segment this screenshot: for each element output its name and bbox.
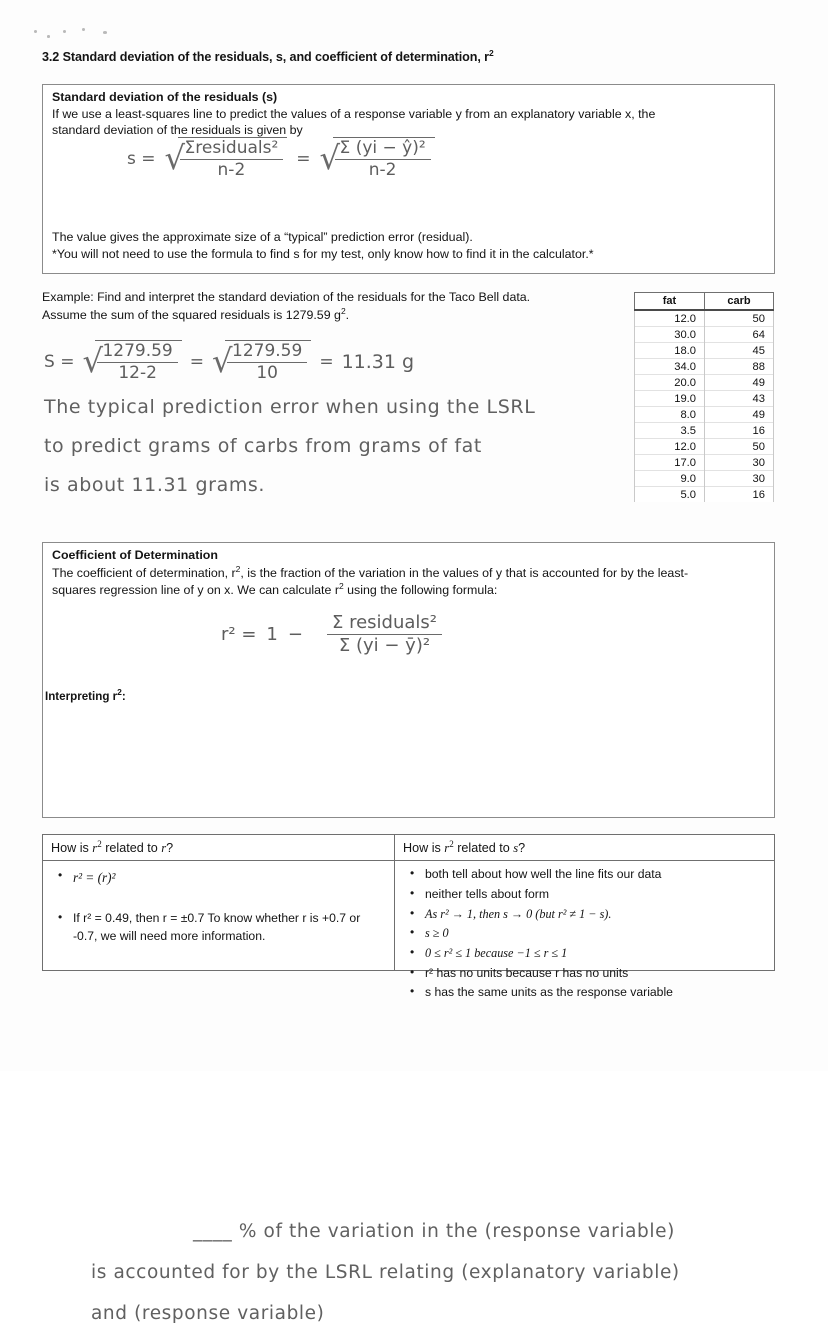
right-header-text-a: How is (403, 841, 445, 856)
table-row (635, 455, 774, 471)
work-equals-2: = (319, 351, 334, 372)
s-formula-radical-1 (165, 137, 288, 180)
coefficient-box-line1 (52, 564, 765, 582)
s-formula-denominator-2: n-2 (368, 160, 397, 181)
table-row (635, 487, 774, 503)
s-formula-numerator-1: Σresiduals² (180, 139, 284, 160)
right-header-question: ? (518, 841, 526, 856)
example-line-2-text: Assume the sum of the squared residuals is 1279.59 g (42, 307, 341, 322)
left-header-text-a: How is (51, 841, 93, 856)
list-item (425, 925, 766, 943)
left-header-text-b: related to (101, 841, 162, 856)
work-radical-1 (82, 340, 181, 383)
table-row (635, 407, 774, 423)
comparison-left-bullets (51, 868, 386, 945)
comparison-table (42, 834, 775, 1000)
right-bullet-6-text: r² has no units because r has no units (425, 965, 629, 980)
radical-sign-icon: √ (212, 341, 233, 380)
handwritten-interpretation-line-2: to predict grams of carbs from grams of fat (44, 435, 482, 457)
scan-speck (34, 30, 37, 33)
table-row (635, 375, 774, 391)
page-title-text: 3.2 Standard deviation of the residuals, s, and coefficient of determination, r (42, 50, 489, 65)
table-row (635, 359, 774, 375)
r2-formula-minus: − (287, 624, 303, 646)
standard-deviation-box-heading: Standard deviation of the residuals (s) (52, 90, 278, 104)
handwritten-interpretation-line-3: is about 11.31 grams. (44, 474, 266, 496)
handwritten-interpretation-line-1: The typical prediction error when using the LSRL (44, 396, 536, 418)
comparison-left-header (43, 835, 394, 861)
coefficient-line1-sup: 2 (235, 563, 241, 574)
right-bullet-3-text: As r² → 1, then s → 0 (but r² ≠ 1 − s). (425, 906, 612, 921)
comparison-column-left (43, 835, 395, 970)
cell-fat: 19.0 (635, 391, 705, 407)
right-header-sup: 2 (449, 839, 454, 849)
r2-formula-one: 1 (266, 624, 278, 646)
coefficient-box-line2 (52, 581, 765, 599)
radical-sign-icon: √ (82, 341, 104, 380)
work-numerator-1: 1279.59 (97, 342, 177, 363)
list-item (73, 868, 386, 888)
coefficient-box-heading: Coefficient of Determination (52, 548, 218, 562)
scan-speck (63, 30, 66, 33)
cell-carb: 45 (705, 343, 774, 359)
right-bullet-4-text: s ≥ 0 (425, 926, 449, 941)
cell-carb: 50 (705, 310, 774, 327)
table-row (635, 343, 774, 359)
left-header-r: r (92, 841, 98, 856)
work-numerator-2: 1279.59 (227, 342, 307, 363)
handwritten-r2-formula (221, 613, 442, 656)
data-table-header-fat: fat (635, 293, 705, 311)
list-item (425, 945, 766, 963)
handwritten-interpreting-line-1: ____ % of the variation in the (response variable) (193, 1221, 675, 1242)
table-row (635, 391, 774, 407)
work-radical-2 (212, 340, 311, 383)
handwritten-s-formula (127, 137, 435, 180)
table-row (635, 471, 774, 487)
cell-fat: 30.0 (635, 327, 705, 343)
work-denominator-2: 10 (256, 363, 278, 384)
s-formula-denominator-1: n-2 (217, 160, 246, 181)
cell-carb: 16 (705, 487, 774, 503)
left-header-sup: 2 (97, 839, 102, 849)
coefficient-line2-sup: 2 (338, 581, 344, 592)
right-header-text-b: related to (453, 841, 514, 856)
r2-formula-lhs: r² = (221, 624, 257, 646)
comparison-right-body (395, 861, 774, 1008)
right-bullet-2-text: neither tells about form (425, 886, 549, 901)
comparison-right-bullets (403, 866, 766, 1002)
comparison-left-body (43, 861, 394, 955)
cell-fat: 17.0 (635, 455, 705, 471)
standard-deviation-box-line1: If we use a least-squares line to predict the values of a response variable y from an explanatory variable x, the (52, 106, 656, 121)
table-row (635, 439, 774, 455)
cell-carb: 49 (705, 407, 774, 423)
left-header-question: ? (166, 841, 174, 856)
interpreting-label-text: Interpreting r (45, 689, 118, 703)
cell-fat: 9.0 (635, 471, 705, 487)
left-bullet-2-text: If r² = 0.49, then r = ±0.7 To know whether r is +0.7 or -0.7, we will need more information. (73, 910, 361, 943)
right-bullet-1-text: both tell about how well the line fits our data (425, 867, 662, 882)
cell-carb: 43 (705, 391, 774, 407)
s-formula-numerator-2: Σ (yi − ŷ)² (335, 139, 431, 160)
cell-fat: 20.0 (635, 375, 705, 391)
handwritten-interpreting-line-3: and (response variable) (91, 1303, 325, 1324)
fat-carb-data-table (634, 292, 774, 502)
cell-fat: 5.0 (635, 487, 705, 503)
handwritten-interpreting-line-2: is accounted for by the LSRL relating (explanatory variable) (91, 1262, 680, 1283)
standard-deviation-box (42, 84, 775, 274)
cell-fat: 8.0 (635, 407, 705, 423)
example-line-2-superscript: 2 (340, 305, 346, 316)
list-item (425, 984, 766, 1002)
cell-fat: 12.0 (635, 439, 705, 455)
right-bullet-5-text: 0 ≤ r² ≤ 1 because −1 ≤ r ≤ 1 (425, 945, 568, 960)
table-row (635, 423, 774, 439)
left-bullet-1-text: r² = (r)² (73, 870, 116, 886)
work-equals-1: = (189, 351, 205, 372)
standard-deviation-note-1: The value gives the approximate size of a “typical” prediction error (residual). (52, 230, 473, 244)
example-line-2-suffix: . (345, 307, 350, 322)
interpreting-r2-label (45, 687, 126, 704)
coefficient-line1-a: The coefficient of determination, r (52, 565, 236, 580)
right-header-r: r (444, 841, 450, 856)
interpreting-label-colon: : (121, 689, 126, 703)
data-table-header-row (635, 293, 774, 311)
example-line-2 (42, 306, 632, 324)
cell-fat: 18.0 (635, 343, 705, 359)
list-item (425, 906, 766, 924)
r2-formula-numerator: Σ residuals² (327, 613, 442, 635)
right-bullet-7-text: s has the same units as the response variable (425, 985, 673, 1000)
cell-carb: 50 (705, 439, 774, 455)
cell-fat: 12.0 (635, 310, 705, 327)
cell-carb: 64 (705, 327, 774, 343)
work-denominator-1: 12-2 (118, 363, 157, 384)
standard-deviation-note-2: *You will not need to use the formula to find s for my test, only know how to find it in the calculator.* (52, 246, 594, 261)
scan-speck (103, 31, 107, 34)
work-result: 11.31 g (341, 350, 415, 373)
scan-speck (82, 28, 85, 31)
scan-speck (47, 35, 50, 38)
standard-deviation-box-line2: standard deviation of the residuals is given by (52, 123, 303, 137)
cell-carb: 16 (705, 423, 774, 439)
page-title (42, 48, 494, 64)
cell-fat: 3.5 (635, 423, 705, 439)
list-item (425, 886, 766, 904)
s-formula-lhs: s = (127, 148, 156, 169)
data-table-header-carb: carb (705, 293, 774, 311)
cell-fat: 34.0 (635, 359, 705, 375)
r2-formula-denominator: Σ (yi − ȳ)² (338, 635, 431, 657)
r2-formula-fraction (327, 613, 442, 656)
example-line-1: Example: Find and interpret the standard deviation of the residuals for the Taco Bell data. (42, 290, 531, 304)
page-title-superscript: 2 (488, 48, 494, 58)
table-row (635, 327, 774, 343)
comparison-column-right (395, 835, 774, 1000)
cell-carb: 49 (705, 375, 774, 391)
cell-carb: 88 (705, 359, 774, 375)
work-lhs: S = (44, 351, 75, 372)
list-item (425, 965, 766, 983)
interpreting-label-sup: 2 (117, 687, 122, 697)
coefficient-line1-b: , is the fraction of the variation in the values of y that is accounted for by the least- (240, 565, 689, 580)
comparison-right-header (395, 835, 774, 861)
coefficient-line2-b: using the following formula: (343, 583, 498, 598)
radical-sign-icon: √ (319, 138, 341, 177)
cell-carb: 30 (705, 471, 774, 487)
s-formula-radical-2 (320, 137, 435, 180)
handwritten-worked-calculation (44, 340, 414, 383)
radical-sign-icon: √ (164, 138, 186, 177)
s-formula-equals: = (296, 148, 311, 169)
right-header-s: s (513, 841, 519, 856)
list-item (425, 866, 766, 884)
cell-carb: 30 (705, 455, 774, 471)
table-row (635, 310, 774, 327)
coefficient-line2-a: squares regression line of y on x. We can calculate r (52, 583, 339, 598)
left-header-r2: r (161, 841, 167, 856)
list-item (73, 910, 386, 945)
